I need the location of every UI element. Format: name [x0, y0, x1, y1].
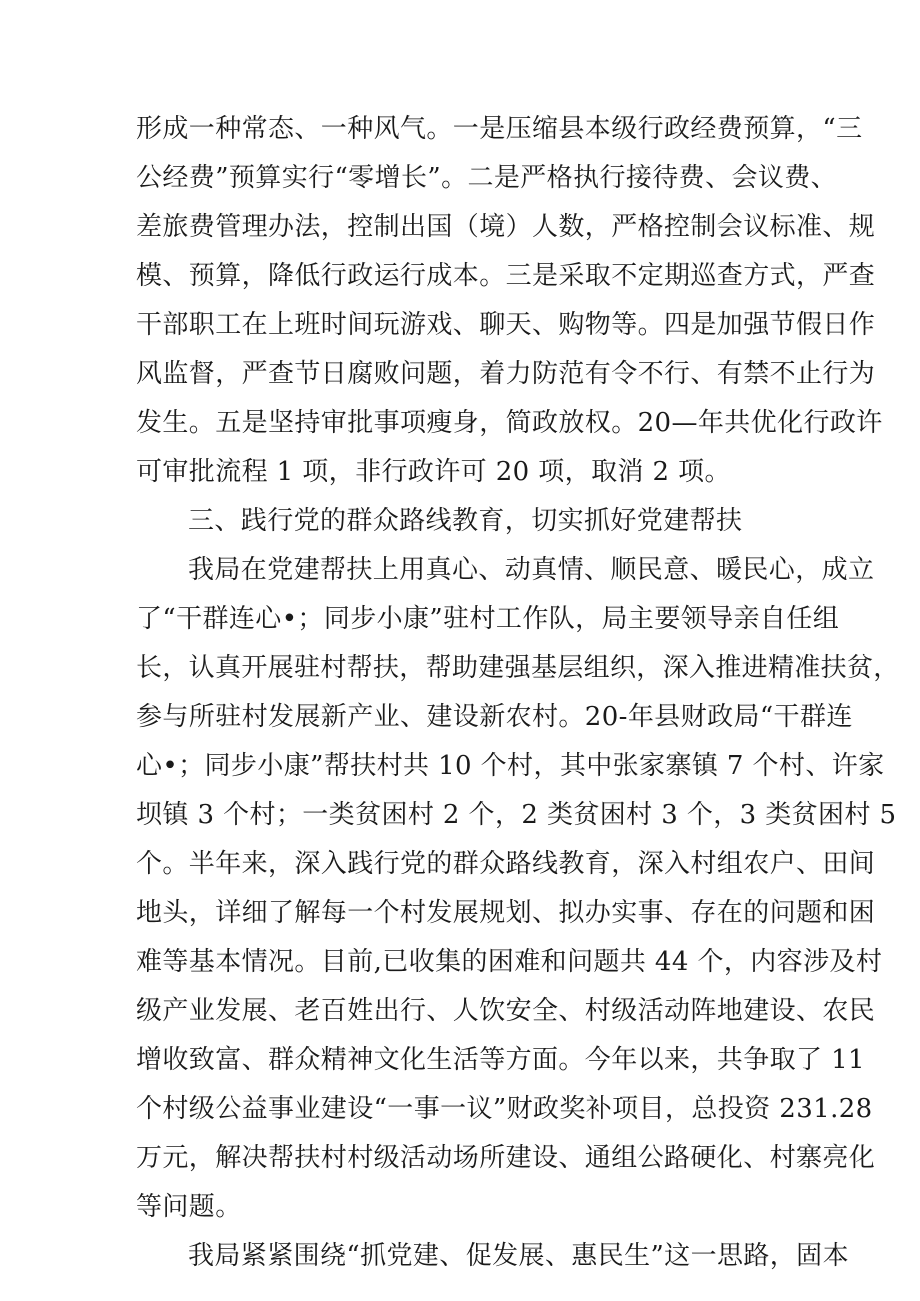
body-text-line: 风监督，严查节日腐败问题，着力防范有令不行、有禁不止行为	[136, 359, 876, 389]
body-text-line: 形成一种常态、一种风气。一是压缩县本级行政经费预算，“三	[136, 114, 863, 144]
body-text-line: 坝镇 3 个村；一类贫困村 2 个，2 类贫困村 3 个，3 类贫困村 5	[136, 800, 897, 830]
body-text-line: 个。半年来，深入践行党的群众路线教育，深入村组农户、田间	[136, 849, 876, 879]
body-text-line: 个村级公益事业建设“一事一议”财政奖补项目，总投资 231.28	[136, 1094, 873, 1124]
body-text-line: 我局紧紧围绕“抓党建、促发展、惠民生”这一思路，固本	[188, 1241, 849, 1271]
body-text-line: 公经费”预算实行“零增长”。二是严格执行接待费、会议费、	[136, 163, 838, 193]
body-text-line: 参与所驻村发展新产业、建设新农村。20-年县财政局“干群连	[136, 702, 853, 732]
body-text-line: 我局在党建帮扶上用真心、动真情、顺民意、暖民心，成立	[188, 555, 875, 585]
body-text-line: 发生。五是坚持审批事项瘦身，简政放权。20—年共优化行政许	[136, 408, 883, 438]
body-text-line: 了“干群连心•；同步小康”驻村工作队，局主要领导亲自任组	[136, 604, 840, 634]
body-text-line: 差旅费管理办法，控制出国（境）人数，严格控制会议标准、规	[136, 212, 876, 242]
body-text-line: 级产业发展、老百姓出行、人饮安全、村级活动阵地建设、农民	[136, 996, 876, 1026]
section-heading: 三、践行党的群众路线教育，切实抓好党建帮扶	[188, 506, 743, 536]
body-text-line: 地头，详细了解每一个村发展规划、拟办实事、存在的问题和困	[136, 898, 876, 928]
body-text-line: 长，认真开展驻村帮扶，帮助建强基层组织，深入推进精准扶贫，	[136, 653, 900, 683]
body-text-line: 难等基本情况。目前,已收集的困难和问题共 44 个，内容涉及村	[136, 947, 883, 977]
body-text-line: 等问题。	[136, 1192, 242, 1222]
body-text-line: 干部职工在上班时间玩游戏、聊天、购物等。四是加强节假日作	[136, 310, 876, 340]
body-text-line: 万元，解决帮扶村村级活动场所建设、通组公路硬化、村寨亮化	[136, 1143, 876, 1173]
body-text-line: 增收致富、群众精神文化生活等方面。今年以来，共争取了 11	[136, 1045, 865, 1075]
body-text-line: 模、预算，降低行政运行成本。三是采取不定期巡查方式，严查	[136, 261, 876, 291]
body-text-line: 心•；同步小康”帮扶村共 10 个村，其中张家寨镇 7 个村、许家	[136, 751, 885, 781]
body-text-line: 可审批流程 1 项，非行政许可 20 项，取消 2 项。	[136, 457, 731, 487]
